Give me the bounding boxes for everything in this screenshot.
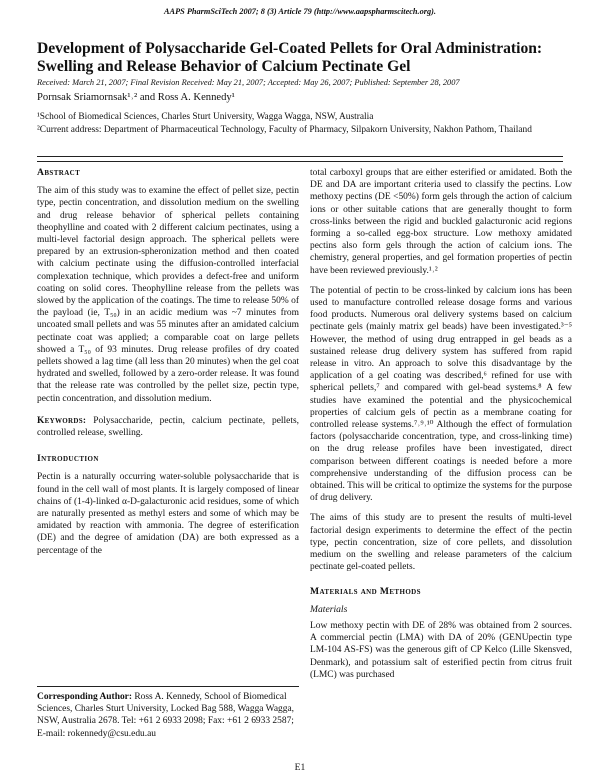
- keywords-text: Polysaccharide, pectin, calcium pectinate, pellets, controlled release, swelling.: [37, 415, 299, 439]
- author-list: Pornsak Sriamornsak¹˒² and Ross A. Kennedy¹: [37, 92, 235, 103]
- article-title: Development of Polysaccharide Gel-Coated Pellets for Oral Administration: Swelling and Release Behavior of Calcium Pectinate Gel: [37, 40, 543, 75]
- left-column: [37, 167, 299, 565]
- corresponding-author-text: Ross A. Kennedy, School of Biomedical Sciences, Charles Sturt University, Locked Bag 588, Wagga Wagga, NSW, Australia 2678. Tel: +61 2 6933 2098; Fax: +61 2 6933 2587; E-mail: rokennedy@csu.edu.au: [37, 692, 294, 739]
- intro-paragraph-3: The aims of this study are to present the results of multi-level factorial design experiments to determine the effect of the pectin type, pectin concentration, size of core pellets, and dissolution medium on the swelling and release parameters of the calcium pectinate gel-coated pellets.: [310, 513, 572, 573]
- keywords: [37, 415, 299, 439]
- introduction-heading: Introduction: [37, 453, 99, 465]
- header-rule-top: [37, 156, 563, 157]
- page-number: E1: [294, 762, 306, 773]
- abstract-heading: Abstract: [37, 167, 81, 178]
- intro-paragraph-2: The potential of pectin to be cross-linked by calcium ions has been used to manufacture controlled release dosage forms and various food products. Numerous oral delivery systems based on calcium pectinate gels (mainly matrix gel beads) have been investigated.³⁻⁵ However, the method of using drug entrapped in gel beads as a sustained release drug delivery system has suffered from rapid release in vitro. An approach to solve this disadvantage by the application of a gel coating was described,⁶ refined for use with spherical pellets,⁷ and compared with gel-bead systems.⁸ A few studies have examined the potential and the physicochemical properties of calcium gels of pectin as a membrane coating for controlled release systems.⁷˒⁹˒¹⁰ Although the effect of formulation factors (polysaccharide concentration, type, and cross-linking time) on the drug release profiles have been investigated, direct comparison between different coatings is needed before a more comprehensive understanding of the diffusion process can be obtained. This will be critical to optimize the systems for the purpose of drug delivery.: [310, 285, 572, 504]
- received-dates: Received: March 21, 2007; Final Revision Received: May 21, 2007; Accepted: May 26, 2007; Published: September 28, 2007: [37, 78, 460, 87]
- methods-heading: Materials and Methods: [310, 585, 421, 597]
- corresponding-author-heading: Corresponding Author:: [37, 692, 133, 702]
- corresponding-author: [37, 686, 299, 740]
- introduction-text: Pectin is a naturally occurring water-soluble polysaccharide that is found in the cell wall of most plants. It is largely composed of linear chains of (1-4)-linked α-D-galacturonic acid residues, some of which are naturally presented as methyl esters and some of which may be amidated by reaction with ammonia. The degree of esterification (DE) and the degree of amidation (DA) are both expressed as a percentage of the: [37, 472, 299, 556]
- keywords-heading: Keywords:: [37, 415, 87, 426]
- affiliation-1: ¹School of Biomedical Sciences, Charles Sturt University, Wagga Wagga, NSW, Australia: [37, 112, 374, 122]
- journal-header: AAPS PharmSciTech 2007; 8 (3) Article 79 (http://www.aapspharmscitech.org).: [164, 7, 436, 16]
- affiliation-2: ²Current address: Department of Pharmaceutical Technology, Faculty of Pharmacy, Silpakorn University, Nakhon Pathom, Thailand: [37, 125, 532, 135]
- header-rule-bottom: [37, 161, 563, 162]
- abstract-text: The aim of this study was to examine the effect of pellet size, pectin type, pectin concentration, and dissolution medium on the swelling and drug release behavior of spherical pellets containing theophylline and coated with 2 different calcium pectinates, using a multi-level factorial design approach. The spherical pellets were prepared by an extrusion-spheronization method and then coated with calcium pectinate using the diffusion-controlled interfacial complexation technique, which provides a defect-free and uniform coating on solid cores. Theophylline release from the pellets was slowed by the application of the coatings. The time to release 50% of the payload (ie, T₅₀) in an acidic medium was ~7 minutes from uncoated small pellets and was 55 minutes after an amidated calcium pectinate coat was applied; a comparable coat on large pellets showed a T₅₀ of 93 minutes. Drug release profiles of dry coated pellets showed a lag time (all less than 20 minutes) when the gel coat hydrated and swelled, followed by a zero-order release. It was found that the release rate was controlled by the pellet size, pectin type, pectin concentration, and dissolution medium.: [37, 186, 299, 404]
- materials-subheading: Materials: [310, 603, 348, 615]
- intro-paragraph-1: total carboxyl groups that are either esterified or amidated. Both the DE and DA are important criteria used to classify the pectins. Low methoxy pectins (DE <50%) form gels through the action of calcium ions or other suitable cations that are generally thought to form cross-links between the rigid and buckled galacturonic acid regions forming a so-called egg-box structure. Low methoxy amidated pectins also form gels through the action of calcium ions. The chemistry, general properties, and gel formation properties of pectin have been reviewed previously.¹˒²: [310, 168, 572, 276]
- right-column: [310, 167, 572, 689]
- materials-paragraph: Low methoxy pectin with DE of 28% was obtained from 2 sources. A commercial pectin (LMA) with DA of 20% (GENUpectin type LM-104 AS-FS) was the generous gift of CP Kelco (Lille Skensved, Denmark), and potassium salt of esterified pectin from citrus fruit (LMC) was purchased: [310, 620, 572, 680]
